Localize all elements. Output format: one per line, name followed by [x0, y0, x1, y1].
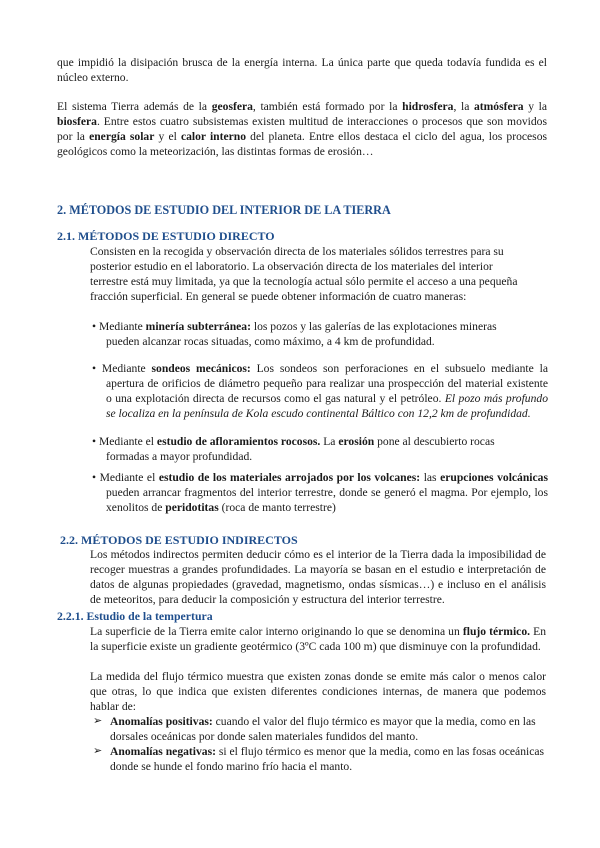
bullet-list-item — [92, 361, 548, 421]
text: y el — [154, 130, 181, 143]
arrow-bullet-icon: ➢ — [93, 715, 103, 727]
kola-note: El pozo más profundo se localiza en la península de Kola escudo continental Báltico con 12,2 km de profundidad. — [106, 392, 548, 420]
text: pueden arrancar fragmentos del interior terrestre, donde se generó el magma. Por ejemplo, los xenolitos de — [106, 486, 548, 514]
anomaly-negative-item — [110, 744, 546, 774]
term-sondeos: sondeos mecánicos: — [151, 362, 251, 375]
term-anomalias-negativas: Anomalías negativas: — [110, 745, 216, 758]
term-materiales-volcanes: estudio de los materiales arrojados por los volcanes: — [158, 471, 421, 484]
term-calor-interno: calor interno — [180, 130, 247, 143]
text: cuando el valor del flujo térmico es mayor que la media, como en las dorsales oceánicas por donde salen materiales fundidos del manto. — [110, 715, 536, 743]
text: y la — [523, 100, 548, 113]
text: si el flujo térmico es menor que la media, como en las fosas oceánicas donde se hunde el fondo marino frío hacia el manto. — [110, 745, 545, 773]
term-erupciones: erupciones volcánicas — [440, 471, 548, 484]
text: , también está formado por la — [252, 100, 403, 113]
term-hidrosfera: hidrosfera — [402, 100, 454, 113]
term-energia-solar: energía solar — [89, 130, 155, 143]
text: Mediante el — [98, 435, 157, 448]
intro-paragraph-2 — [57, 99, 547, 159]
arrow-bullet-icon: ➢ — [93, 745, 103, 757]
text: En la superficie existe un gradiente geotérmico (3ºC cada 100 m) que disminuye con la profundidad. — [90, 625, 546, 653]
bullet-list-item — [92, 470, 548, 515]
text: del planeta. Entre ellos destaca el ciclo del agua, los procesos geológicos como la meteorización, las distintas formas de erosión… — [57, 130, 548, 158]
text: (roca de manto terrestre) — [218, 501, 336, 514]
text: La superficie de la Tierra emite calor interno originando lo que se denomina un — [90, 625, 463, 638]
bullet-glyph: • — [92, 320, 97, 333]
text: pone al descubierto rocas formadas a mayor profundidad. — [106, 435, 495, 463]
anomaly-positive-item — [110, 714, 546, 744]
term-mineria: minería subterránea: — [145, 320, 251, 333]
intro-paragraph-1: que impidió la disipación brusca de la energía interna. La única parte que queda todavía fundida es el núcleo externo. — [57, 56, 547, 84]
direct-methods-intro: Consisten en la recogida y observación directa de los materiales sólidos terrestres para su posterior estudio en el laboratorio. La observación directa de los materiales del interior terrestre está muy limitada, ya que la tecnología actual sólo permite el acceso a una pequeña fracción superficial. En general se puede obtener información de cuatro maneras: — [90, 245, 518, 303]
section-heading-2-2-1: 2.2.1. Estudio de la tempertura — [57, 609, 213, 623]
term-atmosfera: atmósfera — [473, 100, 524, 113]
term-erosion: erosión — [338, 435, 375, 448]
bullet-glyph: • — [92, 435, 97, 448]
text: las — [420, 471, 441, 484]
term-afloramientos: estudio de afloramientos rocosos. — [156, 435, 321, 448]
term-geosfera: geosfera — [211, 100, 253, 113]
bullet-list-item — [92, 319, 528, 349]
text: Los sondeos son perforaciones en el subsuelo mediante la apertura de orificios de diámetro pequeño para realizar una prospección del material existente o una explotación directa de recursos como el gas natural y el petróleo. — [106, 362, 548, 405]
text: La — [320, 435, 339, 448]
bullet-glyph: • — [92, 471, 97, 484]
bullet-list-item — [92, 434, 528, 464]
bullet-glyph: • — [92, 362, 97, 375]
term-anomalias-positivas: Anomalías positivas: — [110, 715, 213, 728]
text: El sistema Tierra además de la — [57, 100, 212, 113]
text: Mediante — [98, 320, 146, 333]
term-biosfera: biosfera — [57, 115, 97, 128]
text: . Entre estos cuatro subsistemas existen multitud de interacciones o procesos que son movidos por la — [57, 115, 547, 143]
text: los pozos y las galerías de las explotaciones mineras pueden alcanzar rocas situadas, como máximo, a 4 km de profundidad. — [106, 320, 497, 348]
indirect-methods-intro: Los métodos indirectos permiten deducir cómo es el interior de la Tierra dada la imposibilidad de recoger muestras a grandes profundidades. La mayoría se basan en el estudio e interpretación de datos de algunas propiedades (gravedad, magnetismo, ondas sísmicas…) e incluso en el análisis de meteoritos, para deducir la composición y estructura del interior terrestre. — [90, 548, 546, 606]
text: Mediante — [101, 362, 152, 375]
term-peridotitas: peridotitas — [165, 501, 219, 514]
text: , la — [453, 100, 474, 113]
text: Mediante el — [99, 471, 159, 484]
term-flujo-termico: flujo térmico. — [462, 625, 531, 638]
section-heading-2-1: 2.1. MÉTODOS DE ESTUDIO DIRECTO — [57, 229, 275, 243]
temperature-paragraph-2: La medida del flujo térmico muestra que existen zonas donde se emite más calor o menos calor que otras, lo que indica que existen diferentes condiciones internas, de manera que podemos hablar de: — [90, 670, 546, 713]
section-heading-2-2: 2.2. MÉTODOS DE ESTUDIO INDIRECTOS — [60, 533, 298, 547]
section-heading-2: 2. MÉTODOS DE ESTUDIO DEL INTERIOR DE LA TIERRA — [57, 203, 391, 217]
temperature-paragraph-1 — [90, 624, 546, 654]
